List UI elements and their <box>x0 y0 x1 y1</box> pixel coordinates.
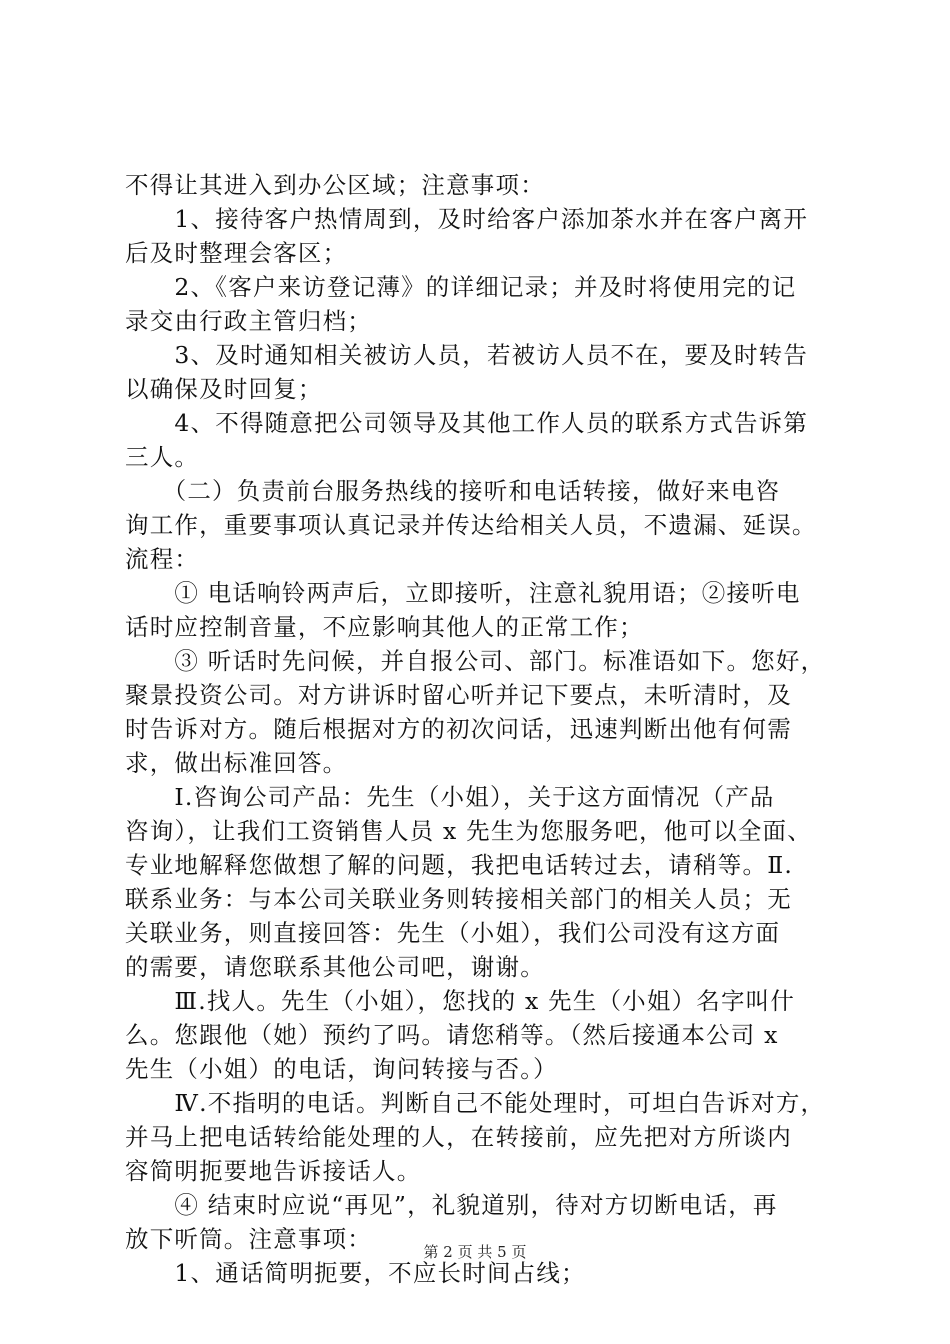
text-line: 关联业务，则直接回答：先生（小姐），我们公司没有这方面 <box>125 919 781 947</box>
text-line: 时告诉对方。随后根据对方的初次问话，迅速判断出他有何需 <box>125 715 792 743</box>
text-line: 话时应控制音量，不应影响其他人的正常工作； <box>125 613 644 641</box>
text-line: 4、不得随意把公司领导及其他工作人员的联系方式告诉第 <box>125 409 809 437</box>
text-line: Ⅲ.找人。先生（小姐），您找的 x 先生（小姐）名字叫什 <box>125 987 796 1015</box>
text-line: 并马上把电话转给能处理的人，在转接前，应先把对方所谈内 <box>125 1123 792 1151</box>
text-line: 询工作，重要事项认真记录并传达给相关人员，不遗漏、延误。 <box>125 511 817 539</box>
text-line: 的需要，请您联系其他公司吧，谢谢。 <box>125 953 545 981</box>
text-line: （二）负责前台服务热线的接听和电话转接，做好来电咨 <box>125 477 781 505</box>
text-line: 容简明扼要地告诉接话人。 <box>125 1157 422 1185</box>
text-line: 先生（小姐）的电话，询问转接与否。） <box>125 1055 558 1083</box>
text-line: 求，做出标准回答。 <box>125 749 348 777</box>
text-line: ① 电话响铃两声后，立即接听，注意礼貌用语；②接听电 <box>125 579 801 607</box>
text-line: 聚景投资公司。对方讲诉时留心听并记下要点，未听清时，及 <box>125 681 792 709</box>
text-line: 不得让其进入到办公区域；注意事项： <box>125 171 545 199</box>
text-line: 后及时整理会客区； <box>125 239 348 267</box>
text-line: 么。您跟他（她）预约了吗。请您稍等。（然后接通本公司 x <box>125 1021 779 1049</box>
text-line: Ⅳ.不指明的电话。判断自己不能处理时，可坦白告诉对方， <box>125 1089 826 1117</box>
text-line: 3、及时通知相关被访人员，若被访人员不在，要及时转告 <box>125 341 809 369</box>
text-line: 流程： <box>125 545 200 573</box>
text-line: 1、接待客户热情周到，及时给客户添加茶水并在客户离开 <box>125 205 809 233</box>
page-footer: 第 2 页 共 5 页 <box>423 1243 527 1261</box>
text-line: 三人。 <box>125 443 200 471</box>
text-line: 1、通话简明扼要，不应长时间占线； <box>125 1259 586 1287</box>
text-line: 咨询），让我们工资销售人员 x 先生为您服务吧，他可以全面、 <box>125 817 812 845</box>
text-line: 放下听筒。注意事项： <box>125 1225 372 1253</box>
document-body <box>125 168 840 1290</box>
text-line: 联系业务：与本公司关联业务则转接相关部门的相关人员；无 <box>125 885 792 913</box>
text-line: 2、《客户来访登记薄》的详细记录；并及时将使用完的记 <box>125 273 797 301</box>
text-line: ④ 结束时应说“再见”，礼貌道别，待对方切断电话，再 <box>125 1191 778 1219</box>
text-line: ③ 听话时先问候，并自报公司、部门。标准语如下。您好， <box>125 647 826 675</box>
text-line: 专业地解释您做想了解的问题，我把电话转过去，请稍等。Ⅱ. <box>125 851 794 879</box>
text-line: 录交由行政主管归档； <box>125 307 372 335</box>
text-line: Ⅰ.咨询公司产品：先生（小姐），关于这方面情况（产品 <box>125 783 775 811</box>
text-line: 以确保及时回复； <box>125 375 323 403</box>
